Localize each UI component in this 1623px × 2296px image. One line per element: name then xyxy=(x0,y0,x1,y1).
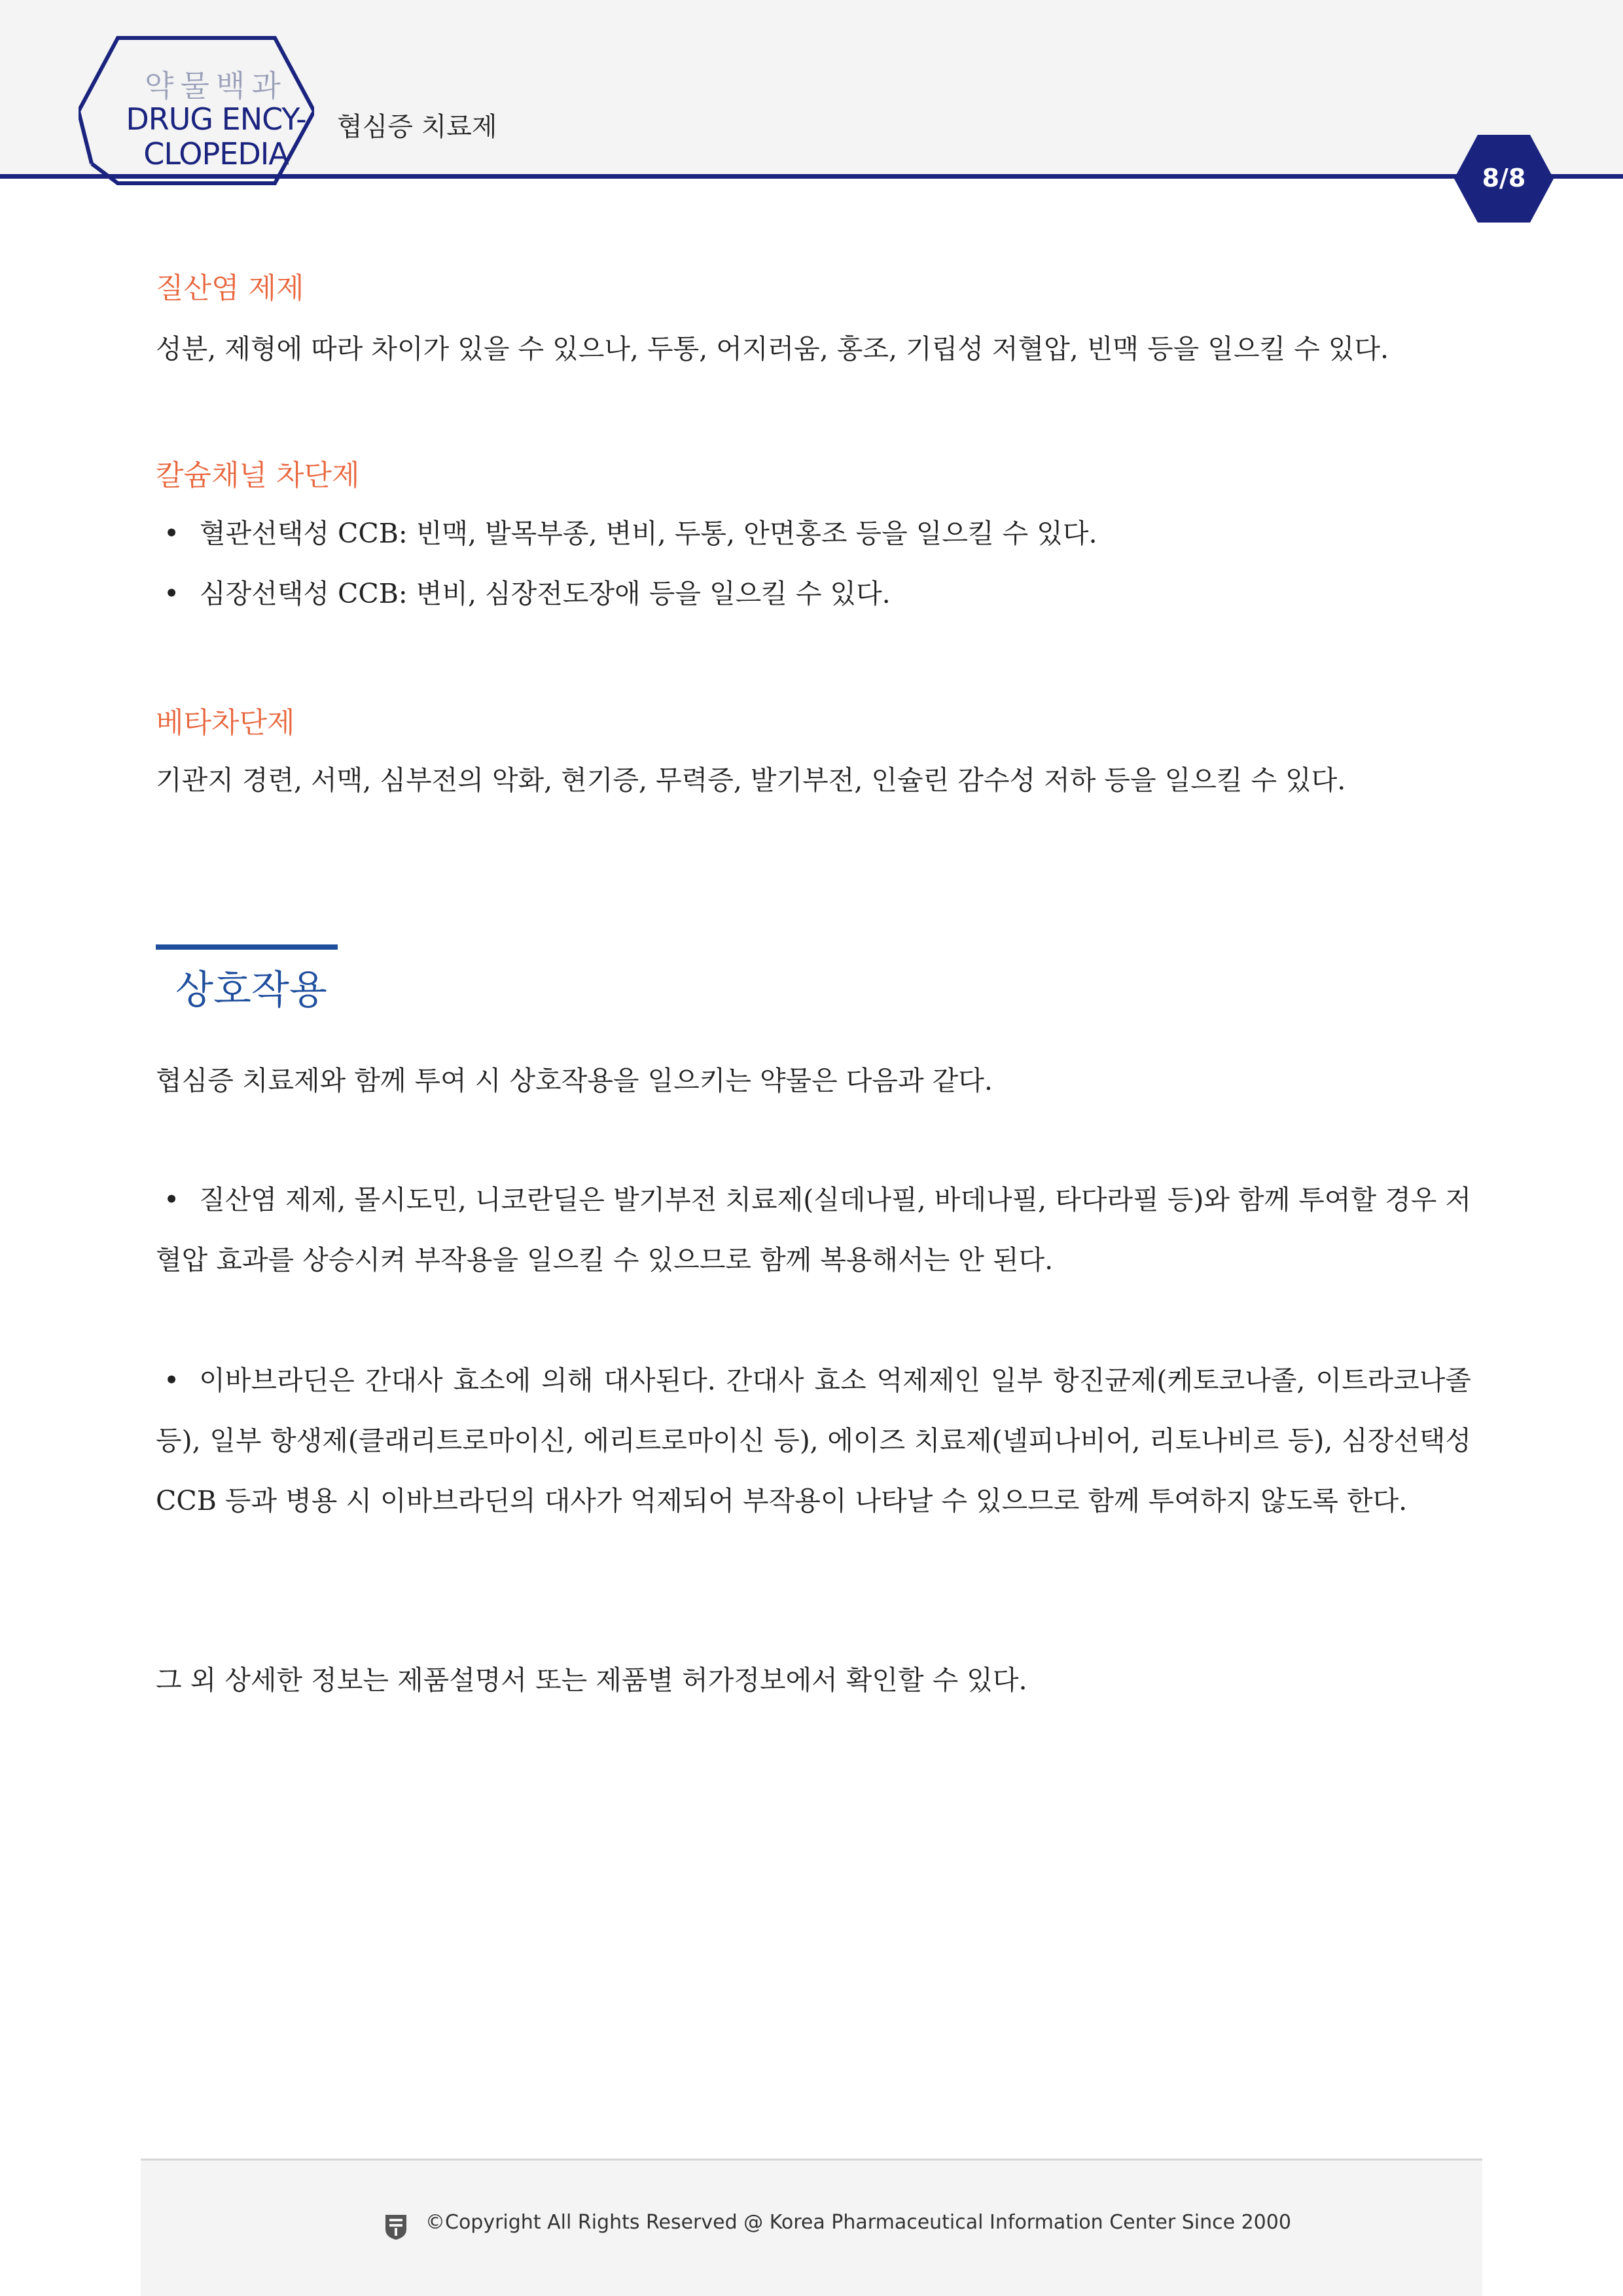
bullet-item xyxy=(156,503,1471,564)
bullet-item xyxy=(156,564,1471,624)
paragraph-nitrates: 성분, 제형에 따라 차이가 있을 수 있으나, 두통, 어지러움, 홍조, 기립성 저혈압, 빈맥 등을 일으킬 수 있다. xyxy=(156,333,1389,365)
bullet-text: 이바브라딘은 간대사 효소에 의해 대사된다. 간대사 효소 억제제인 일부 항진균제(케토코나졸, 이트라코나졸 등), 일부 항생제(클래리트로마이신, 에리트로마이신 등), 에이즈 치료제(넬피나비어, 리토나비르 등), 심장선택성 CCB 등과 병용 시 이바브라딘의 대사가 억제되어 부작용이 나타날 수 있으므로 함께 투여하지 않도록 한다. xyxy=(156,1365,1471,1516)
logo-english-line1: DRUG ENCY- xyxy=(126,101,306,137)
logo-korean: 약물백과 xyxy=(145,68,287,103)
bullet-marker: • xyxy=(164,1184,180,1215)
subheading-beta-blockers: 베타차단제 xyxy=(156,706,295,740)
paragraph-interactions-intro: 협심증 치료제와 함께 투여 시 상호작용을 일으키는 약물은 다음과 같다. xyxy=(156,1065,993,1096)
bullet-text: 심장선택성 CCB: 변비, 심장전도장애 등을 일으킬 수 있다. xyxy=(200,578,891,609)
section-title-interactions: 상호작용 xyxy=(175,967,327,1013)
logo-english-line2: CLOPEDIA xyxy=(143,136,289,171)
paragraph-beta-blockers: 기관지 경련, 서맥, 심부전의 악화, 현기증, 무력증, 발기부전, 인슐린 감수성 저하 등을 일으킬 수 있다. xyxy=(156,764,1346,796)
paragraph-interaction-1 xyxy=(156,1170,1471,1290)
bullet-marker: • xyxy=(164,1365,180,1396)
section-accent-bar xyxy=(156,944,338,950)
paragraph-closing: 그 외 상세한 정보는 제품설명서 또는 제품별 허가정보에서 확인할 수 있다. xyxy=(156,1664,1027,1696)
subheading-nitrates: 질산염 제제 xyxy=(156,272,304,305)
bullet-text: 질산염 제제, 몰시도민, 니코란딜은 발기부전 치료제(실데나필, 바데나필, 타다라필 등)와 함께 투여할 경우 저혈압 효과를 상승시켜 부작용을 일으킬 수 있으므로 함께 복용해서는 안 된다. xyxy=(156,1184,1471,1276)
bullet-text: 혈관선택성 CCB: 빈맥, 발목부종, 변비, 두통, 안면홍조 등을 일으킬 수 있다. xyxy=(200,518,1097,549)
organization-seal-icon xyxy=(383,2212,409,2241)
footer-copyright: ©Copyright All Rights Reserved @ Korea Pharmaceutical Information Center Since 2000 xyxy=(425,2211,1291,2234)
footer-rule xyxy=(141,2159,1482,2161)
bullet-marker: • xyxy=(164,578,180,609)
page-number: 8/8 xyxy=(1482,164,1526,192)
document-title: 협심증 치료제 xyxy=(337,112,497,142)
paragraph-interaction-2 xyxy=(156,1350,1471,1531)
subheading-ccb: 칼슘채널 차단제 xyxy=(156,459,360,492)
bullet-marker: • xyxy=(164,518,180,549)
